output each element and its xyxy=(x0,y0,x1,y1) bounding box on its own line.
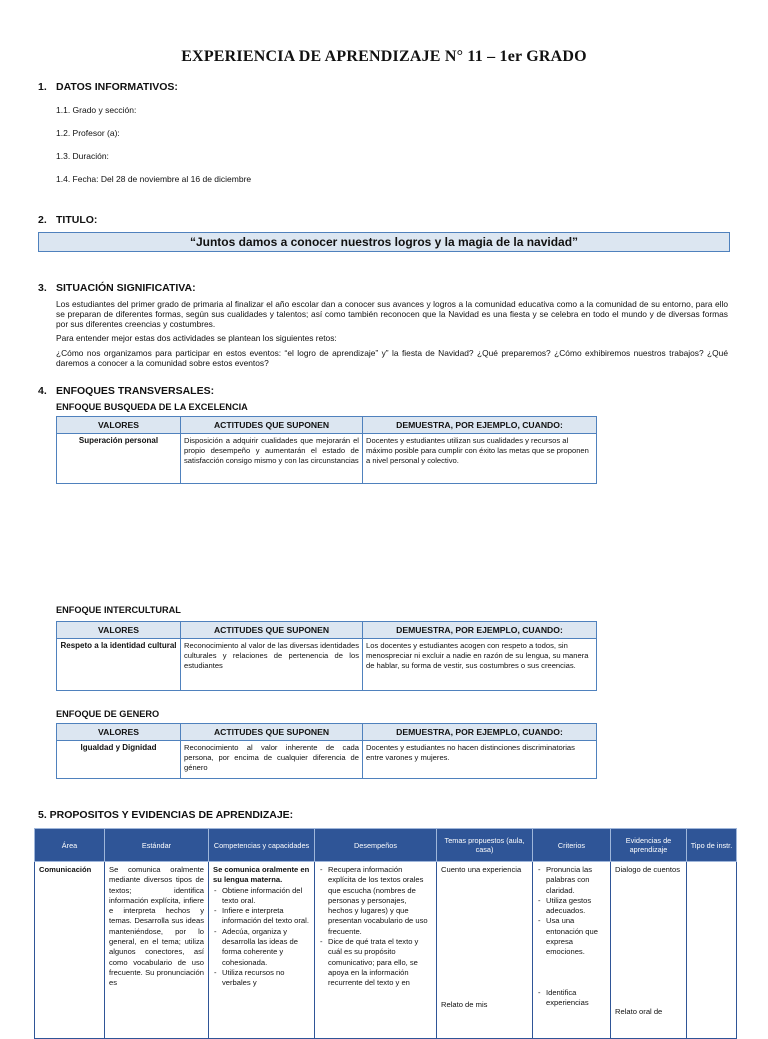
table-row xyxy=(35,862,737,1039)
section-4-heading xyxy=(38,385,214,397)
header-actitudes: ACTITUDES QUE SUPONEN xyxy=(181,417,363,434)
section-3-number: 3. xyxy=(38,282,47,294)
list-item: - Utiliza recursos no verbales y xyxy=(222,968,310,989)
enfoque-intercultural-table xyxy=(56,621,597,691)
header-actitudes: ACTITUDES QUE SUPONEN xyxy=(181,622,363,639)
actitud-cell: Disposición a adquirir cualidades que mejorarán el propio desempeño y aumentarán el estado de satisfacción consigo mismo y con las circunstancias xyxy=(181,434,363,484)
field-duracion: 1.3. Duración: xyxy=(56,151,109,161)
header-area: Área xyxy=(35,829,105,862)
list-item: - Dice de qué trata el texto y cuál es su propósito comunicativo; para ello, se apoya en la información recurrente del texto y en xyxy=(328,937,432,988)
section-4-label: ENFOQUES TRANSVERSALES: xyxy=(56,385,215,397)
header-estandar: Estándar xyxy=(105,829,209,862)
header-desempenos: Desempeños xyxy=(315,829,437,862)
temas-cell xyxy=(437,862,533,1039)
section-1-label: DATOS INFORMATIVOS: xyxy=(56,81,178,93)
section-3-heading xyxy=(38,282,196,294)
header-valores: VALORES xyxy=(57,724,181,741)
header-tipo-instr: Tipo de instr. xyxy=(687,829,737,862)
list-item: - Usa una entonación que expresa emociones. xyxy=(546,916,606,957)
demuestra-cell: Los docentes y estudiantes acogen con respeto a todos, sin menospreciar ni excluir a nadie en razón de su lengua, su manera de hablar, su forma de vestir, sus costumbres o sus creencias. xyxy=(363,639,597,691)
header-evidencias: Evidencias de aprendizaje xyxy=(611,829,687,862)
actitud-cell: Reconocimiento al valor inherente de cada persona, por encima de cualquier diferencia de género xyxy=(181,741,363,779)
title-banner: “Juntos damos a conocer nuestros logros y la magia de la navidad” xyxy=(38,232,730,252)
tema-item: Relato de mis xyxy=(441,1000,488,1010)
valor-cell: Igualdad y Dignidad xyxy=(57,741,181,779)
list-item: - Utiliza gestos adecuados. xyxy=(546,896,606,917)
tipo-instr-cell xyxy=(687,862,737,1039)
section-3-label: SITUACIÓN SIGNIFICATIVA: xyxy=(56,282,196,294)
list-item: - Pronuncia las palabras con claridad. xyxy=(546,865,606,896)
list-item: - Recupera información explícita de los textos orales que escucha (nombres de personas y personajes, hechos y lugares) y que presentan vocabulario de uso frecuente. xyxy=(328,865,432,937)
valor-cell: Respeto a la identidad cultural xyxy=(57,639,181,691)
demuestra-cell: Docentes y estudiantes no hacen distinciones discriminatorias entre varones y mujeres. xyxy=(363,741,597,779)
tema-item: Cuento una experiencia xyxy=(441,865,522,874)
section-2-heading xyxy=(38,214,97,226)
competencia-title: Se comunica oralmente en su lengua materna. xyxy=(213,865,310,885)
enfoque-intercultural-title: ENFOQUE INTERCULTURAL xyxy=(56,605,181,615)
criterios-list xyxy=(537,865,606,1008)
section-1-number: 1. xyxy=(38,81,47,93)
field-fecha: 1.4. Fecha: Del 28 de noviembre al 16 de diciembre xyxy=(56,174,252,184)
enfoque-genero-title: ENFOQUE DE GENERO xyxy=(56,709,160,719)
field-profesor: 1.2. Profesor (a): xyxy=(56,128,120,138)
header-valores: VALORES xyxy=(57,622,181,639)
actitud-cell: Reconocimiento al valor de las diversas identidades culturales y relaciones de pertenencia de los estudiantes xyxy=(181,639,363,691)
area-cell: Comunicación xyxy=(35,862,105,1039)
enfoque-excelencia-title: ENFOQUE BUSQUEDA DE LA EXCELENCIA xyxy=(56,402,248,412)
evidencias-cell xyxy=(611,862,687,1039)
demuestra-cell: Docentes y estudiantes utilizan sus cualidades y recursos al máximo posible para cumplir con éxito las metas que se proponen a nivel personal y colectivo. xyxy=(363,434,597,484)
competencias-cell xyxy=(209,862,315,1039)
propositos-table xyxy=(34,828,737,1039)
header-demuestra: DEMUESTRA, POR EJEMPLO, CUANDO: xyxy=(363,724,597,741)
section-2-label: TITULO: xyxy=(56,214,98,226)
estandar-cell: Se comunica oralmente mediante diversos tipos de textos; identifica información explícita, infiere e interpreta hechos y temas. Desarrolla sus ideas manteniéndose, por lo general, en el tema; utiliza algunos conectores, así como vocabulario de uso frecuente. Su pronunciación es xyxy=(105,862,209,1039)
challenges-questions: ¿Cómo nos organizamos para participar en estos eventos: “el logro de aprendizaje” y” la fiesta de Navidad? ¿Qué preparemos? ¿Cómo exhibiremos nuestros trabajos? ¿Qué daremos a conocer a la comunidad sobre estos eventos? xyxy=(56,348,728,368)
header-demuestra: DEMUESTRA, POR EJEMPLO, CUANDO: xyxy=(363,622,597,639)
situation-paragraph: Los estudiantes del primer grado de primaria al finalizar el año escolar dan a conocer sus avances y logros a la comunidad educativa como a la comunidad de su entorno, para ello se preparan de diferentes formas, según sus cualidades y talentos; así como también reconocen que la Navidad es una fiesta y se celebra en todo el mundo y de diversas formas por sus diferentes creencias y costumbres. xyxy=(56,299,728,329)
list-item: - Infiere e interpreta información del texto oral. xyxy=(222,906,310,927)
criterios-cell xyxy=(533,862,611,1039)
field-grado: 1.1. Grado y sección: xyxy=(56,105,137,115)
section-4-number: 4. xyxy=(38,385,47,397)
evidencia-item: Relato oral de xyxy=(615,1007,663,1017)
section-5-heading: 5. PROPOSITOS Y EVIDENCIAS DE APRENDIZAJE: xyxy=(38,809,294,821)
header-valores: VALORES xyxy=(57,417,181,434)
header-demuestra: DEMUESTRA, POR EJEMPLO, CUANDO: xyxy=(363,417,597,434)
list-item: - Identifica experiencias xyxy=(546,988,606,1009)
document-title: EXPERIENCIA DE APRENDIZAJE N° 11 – 1er GRADO xyxy=(181,48,587,65)
capacidades-list xyxy=(213,886,310,989)
section-1-heading xyxy=(38,81,178,93)
header-competencias: Competencias y capacidades xyxy=(209,829,315,862)
desempenos-cell xyxy=(315,862,437,1039)
desempenos-list xyxy=(319,865,432,989)
header-actitudes: ACTITUDES QUE SUPONEN xyxy=(181,724,363,741)
evidencia-item: Dialogo de cuentos xyxy=(615,865,681,874)
header-criterios: Criterios xyxy=(533,829,611,862)
enfoque-excelencia-table xyxy=(56,416,597,484)
enfoque-genero-table xyxy=(56,723,597,779)
challenges-intro: Para entender mejor estas dos actividades se plantean los siguientes retos: xyxy=(56,333,337,343)
header-temas: Temas propuestos (aula, casa) xyxy=(437,829,533,862)
list-item: - Obtiene información del texto oral. xyxy=(222,886,310,907)
section-2-number: 2. xyxy=(38,214,47,226)
list-item: - Adecúa, organiza y desarrolla las ideas de forma coherente y cohesionada. xyxy=(222,927,310,968)
valor-cell: Superación personal xyxy=(57,434,181,484)
